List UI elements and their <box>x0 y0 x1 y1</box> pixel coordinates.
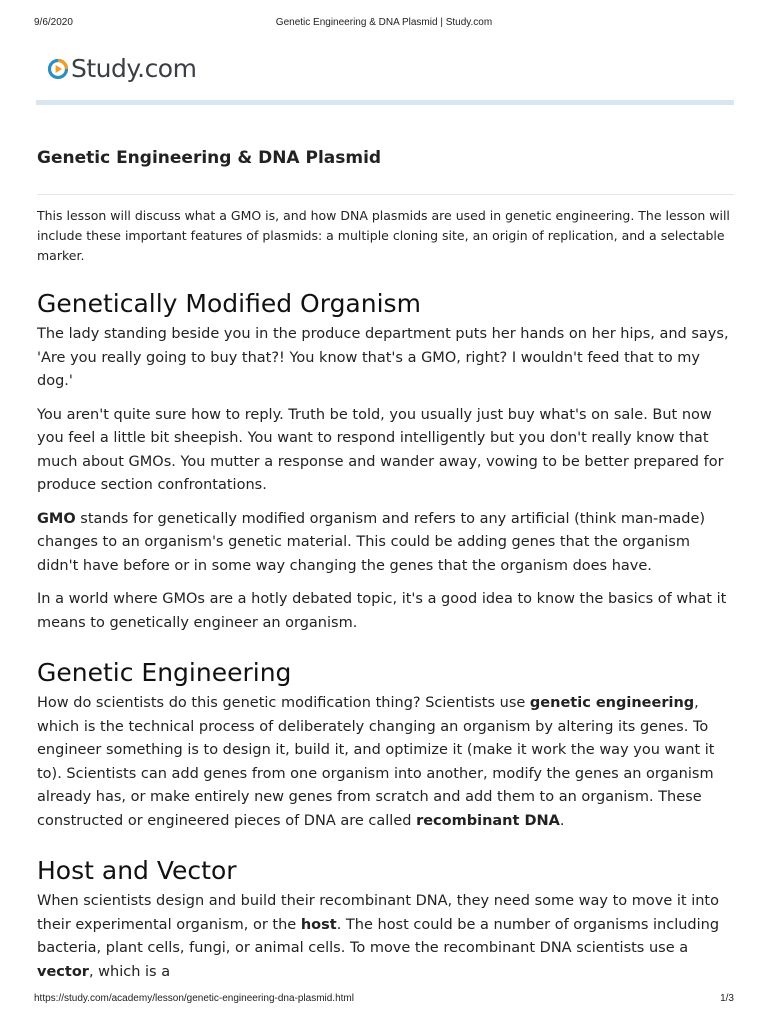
title-divider <box>37 194 734 195</box>
paragraph: In a world where GMOs are a hotly debated topic, it's a good idea to know the basics of what it means to genetically engineer an organism. <box>37 591 727 631</box>
lesson-title: Genetic Engineering & DNA Plasmid <box>37 148 382 168</box>
paragraph-text: . The host could be a number of organisms including bacteria, plant cells, fungi, or animal cells. To move the recombinant DNA scientists use a <box>37 916 720 956</box>
paragraph-text: When scientists design and build their recombinant DNA, they need some way to move it into their experimental organism, or the <box>37 893 719 933</box>
heading-host-and-vector: Host and Vector <box>37 856 237 885</box>
term-gmo: GMO <box>37 510 76 527</box>
study-com-logo[interactable] <box>47 54 196 83</box>
heading-genetic-engineering: Genetic Engineering <box>37 658 292 687</box>
lesson-content <box>37 146 734 984</box>
lesson-summary: This lesson will discuss what a GMO is, and how DNA plasmids are used in genetic engineering. The lesson will include these important features of plasmids: a multiple cloning site, an origin of replication, and a selectable marker. <box>37 208 730 263</box>
print-page-title: Genetic Engineering & DNA Plasmid | Study.com <box>275 17 493 28</box>
term-recombinant-dna: recombinant DNA <box>416 812 560 829</box>
header-divider <box>36 100 734 105</box>
paragraph <box>37 508 734 579</box>
paragraph: The lady standing beside you in the produce department puts her hands on her hips, and says, 'Are you really going to buy that?! You know that's a GMO, right? I wouldn't feed that to my dog.' <box>37 326 729 389</box>
paragraph: You aren't quite sure how to reply. Truth be told, you usually just buy what's on sale. But now you feel a little bit sheepish. You want to respond intelligently but you don't really know that much about GMOs. You mutter a response and wander away, vowing to be better prepared for produce section confrontations. <box>37 406 724 493</box>
page-url: https://study.com/academy/lesson/genetic-engineering-dna-plasmid.html <box>34 993 354 1004</box>
paragraph <box>37 890 734 984</box>
paragraph-text: stands for genetically modified organism and refers to any artificial (think man-made) changes to an organism's genetic material. This could be adding genes that the organism didn't have before or in some way changing the genes that the organism does have. <box>37 510 706 574</box>
paragraph-text: . <box>559 812 565 829</box>
page-number: 1/3 <box>720 993 734 1004</box>
heading-gmo: Genetically Modified Organism <box>37 289 421 318</box>
term-host: host <box>300 916 337 933</box>
paragraph <box>37 692 734 833</box>
term-vector: vector <box>37 963 89 980</box>
paragraph-text: , which is the technical process of deliberately changing an organism by altering its genes. To engineer something is to design it, build it, and optimize it (make it work the way you want it to). Scientists can add genes from one organism into another, modify the genes an organism already has, or make entirely new genes from scratch and add them to an organism. These constructed or engineered pieces of DNA are called <box>37 695 715 829</box>
paragraph-text: , which is a <box>88 963 171 980</box>
print-date: 9/6/2020 <box>34 17 73 28</box>
paragraph-text: How do scientists do this genetic modification thing? Scientists use <box>37 695 530 711</box>
term-genetic-engineering: genetic engineering <box>529 695 695 711</box>
play-circle-icon <box>47 58 69 80</box>
logo-text: Study.com <box>71 54 197 83</box>
